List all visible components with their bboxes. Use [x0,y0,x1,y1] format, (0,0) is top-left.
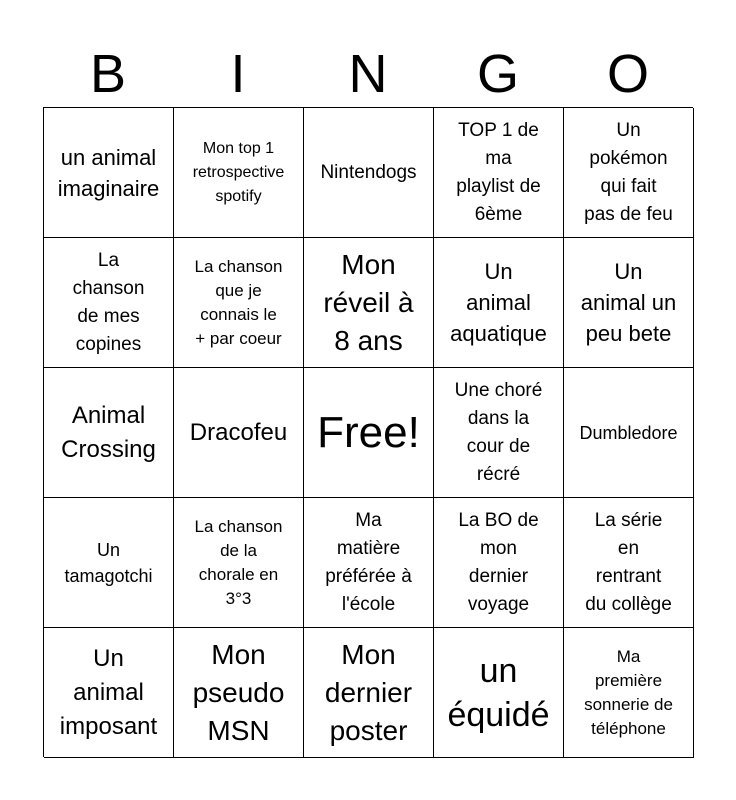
cell-text: Un animal un peu bete [580,259,677,346]
bingo-cell[interactable] [174,498,304,628]
cell-text: Mon pseudo MSN [192,638,285,746]
bingo-cell[interactable] [564,368,694,498]
bingo-cell[interactable] [174,628,304,758]
bingo-cell[interactable] [564,238,694,368]
header-letter-n: N [348,44,388,104]
cell-text: un animal imaginaire [57,144,160,201]
bingo-cell[interactable] [434,498,564,628]
free-cell[interactable] [304,368,434,498]
cell-text: Dumbledore [579,422,678,443]
bingo-cell[interactable] [44,238,174,368]
cell-text: TOP 1 de ma playlist de 6ème [456,119,541,225]
header-letter-g: G [476,44,519,104]
cell-text: La chanson de la chorale en 3°3 [194,516,283,608]
bingo-cell[interactable] [44,628,174,758]
bingo-cell[interactable] [304,238,434,368]
bingo-cell[interactable] [564,108,694,238]
cell-text: La BO de mon dernier voyage [458,509,539,615]
bingo-cell[interactable] [304,108,434,238]
cell-text: Mon top 1 retrospective spotify [192,139,285,205]
bingo-cell[interactable] [44,108,174,238]
cell-text: Mon dernier poster [324,638,413,746]
bingo-cell[interactable] [44,368,174,498]
cell-text: Une choré dans la cour de récré [454,379,543,485]
header-letter-i: I [230,44,246,104]
bingo-cell[interactable] [304,498,434,628]
bingo-cell[interactable] [434,368,564,498]
cell-text: Free! [317,407,420,457]
cell-text: Un pokémon qui fait pas de feu [584,119,673,225]
cell-text: Mon réveil à 8 ans [323,248,414,356]
cell-text: Un tamagotchi [64,539,153,586]
header-letter-o: O [606,44,649,104]
bingo-cell[interactable] [44,498,174,628]
cell-text: La chanson que je connais le + par coeur [194,256,283,348]
cell-text: La chanson de mes copines [72,249,145,355]
bingo-cell[interactable] [434,108,564,238]
bingo-cell[interactable] [174,238,304,368]
cell-text: un équidé [447,651,550,734]
bingo-cell[interactable] [564,498,694,628]
cell-text: Ma première sonnerie de téléphone [584,646,673,738]
bingo-header [43,40,693,108]
bingo-cell[interactable] [434,628,564,758]
bingo-cell[interactable] [174,368,304,498]
bingo-grid [43,107,693,757]
header-letter-b: B [89,44,127,104]
cell-text: Nintendogs [320,161,417,183]
cell-text: Ma matière préférée à l'école [325,509,412,615]
cell-text: Dracofeu [189,418,288,446]
cell-text: Un animal imposant [59,644,158,740]
bingo-cell[interactable] [434,238,564,368]
bingo-cell[interactable] [304,628,434,758]
cell-text: Un animal aquatique [450,259,547,346]
bingo-cell[interactable] [174,108,304,238]
bingo-cell[interactable] [564,628,694,758]
cell-text: Animal Crossing [61,401,156,463]
cell-text: La série en rentrant du collège [585,509,672,615]
